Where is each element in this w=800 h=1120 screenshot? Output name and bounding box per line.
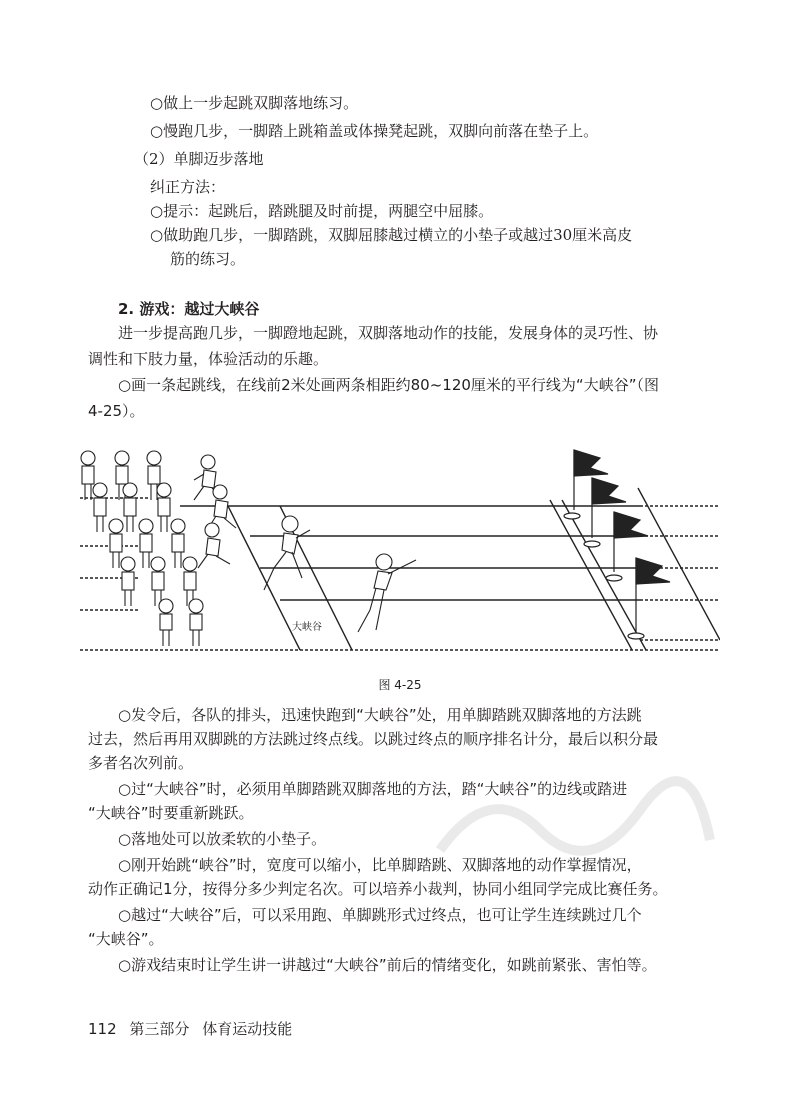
student-figure	[93, 483, 107, 532]
runner-figure	[198, 523, 230, 568]
canyon-label: 大峡谷	[292, 622, 322, 633]
paragraph-line: ○过“大峡谷”时，必须用单脚踏跳双脚落地的方法，踏“大峡谷”的边线或踏进	[118, 780, 628, 798]
student-figure	[157, 483, 171, 532]
paragraph-line: 调性和下肢力量，体验活动的乐趣。	[88, 350, 329, 368]
student-figure	[81, 451, 95, 500]
footer-chapter: 体育运动技能	[202, 1020, 293, 1038]
paragraph-line: ○画一条起跳线，在线前2米处画两条相距约80~120厘米的平行线为“大峡谷”（图	[118, 376, 659, 394]
page-footer	[88, 1018, 292, 1039]
paragraph-line: ○越过“大峡谷”后，可以采用跑、单脚跳形式过终点，也可让学生连续跳过几个	[118, 906, 642, 924]
paragraph-line: 动作正确记1分，按得分多少判定名次。可以培养小裁判，协同小组同学完成比赛任务。	[88, 880, 668, 898]
paragraph-line: 过去，然后再用双脚跳的方法跳过终点线。以跳过终点的顺序排名计分，最后以积分最	[88, 730, 659, 748]
page-number: 112	[88, 1020, 117, 1038]
canyon-game-figure	[80, 440, 720, 672]
student-figure	[109, 519, 123, 568]
text-line: ○提示：起跳后，踏跳腿及时前提，两腿空中屈膝。	[150, 202, 494, 220]
figure-caption: 图 4-25	[378, 678, 422, 692]
paragraph-line: “大峡谷”时要重新跳跃。	[88, 804, 254, 822]
paragraph-line: “大峡谷”。	[88, 930, 164, 948]
student-figure	[159, 599, 173, 646]
text-line: ○慢跑几步，一脚踏上跳箱盖或体操凳起跳，双脚向前落在垫子上。	[150, 122, 599, 140]
student-figure	[171, 519, 185, 568]
text-line: ○做上一步起跳双脚落地练习。	[150, 94, 359, 112]
watermark-logo	[430, 770, 720, 870]
footer-part: 第三部分	[129, 1020, 190, 1038]
text-line: ○做助跑几步，一脚踏跳，双脚屈膝越过横立的小垫子或越过30厘米高皮	[150, 226, 633, 244]
section-title: 2. 游戏：越过大峡谷	[118, 300, 260, 318]
student-figure	[121, 557, 135, 606]
text-line: 纠正方法：	[150, 178, 226, 196]
student-figure	[151, 557, 165, 606]
paragraph-line: ○游戏结束时让学生讲一讲越过“大峡谷”前后的情绪变化，如跳前紧张、害怕等。	[118, 956, 657, 974]
flag-icon	[628, 558, 670, 639]
student-figure	[189, 599, 203, 646]
text-line: 筋的练习。	[170, 250, 246, 268]
paragraph-line: ○落地处可以放柔软的小垫子。	[118, 830, 327, 848]
paragraph-line: ○发令后，各队的排头，迅速快跑到“大峡谷”处，用单脚踏跳双脚落地的方法跳	[118, 706, 642, 724]
paragraph-line: 进一步提高跑几步，一脚蹬地起跳，双脚落地动作的技能，发展身体的灵巧性、协	[118, 324, 659, 342]
paragraph-line: 多者名次列前。	[88, 754, 194, 772]
paragraph-line: 4-25）。	[88, 402, 145, 420]
paragraph-line: ○刚开始跳“峡谷”时，宽度可以缩小，比单脚踏跳、双脚落地的动作掌握情况，	[118, 856, 642, 874]
jumper-figure	[358, 554, 416, 632]
subheading: （2）单脚迈步落地	[134, 150, 264, 168]
student-figure	[139, 519, 153, 568]
student-figure	[123, 483, 137, 532]
